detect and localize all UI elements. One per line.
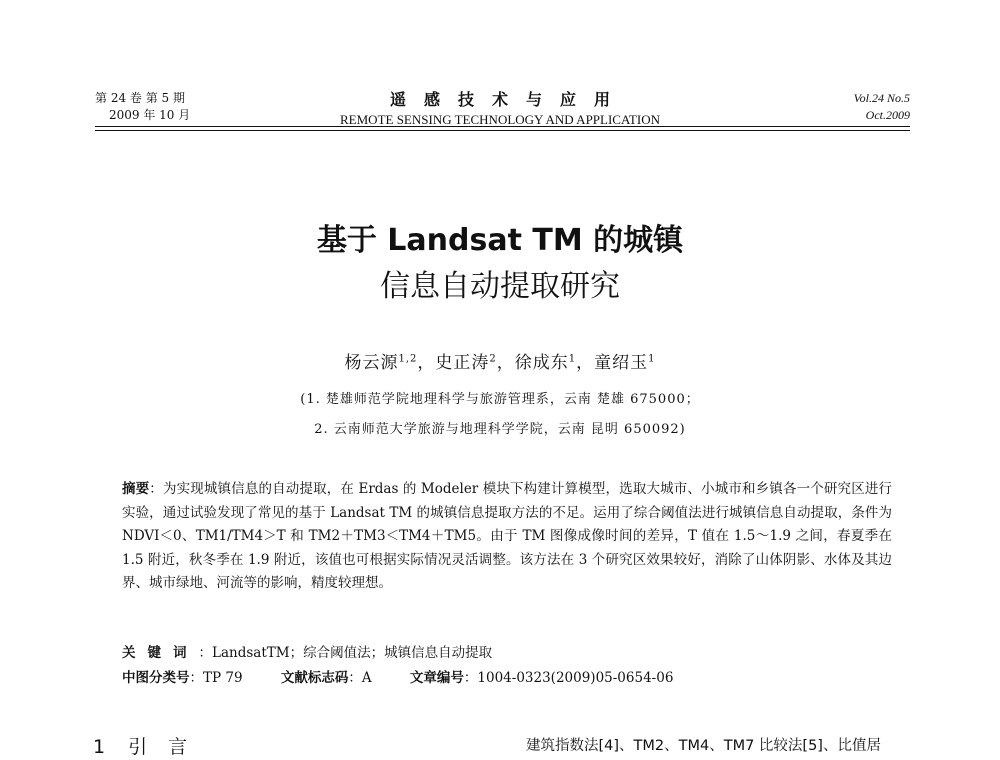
header-rule-thin: [95, 130, 910, 131]
header-right: [854, 90, 910, 124]
author-name: 杨云源: [344, 353, 399, 373]
classification-line: [122, 666, 707, 686]
volume-issue-en: Vol.24 No.5: [853, 91, 910, 105]
author-affiliation-mark: 2: [489, 353, 497, 365]
clc-label: 中图分类号: [122, 670, 190, 686]
doc-code: [281, 670, 372, 686]
doc-value: ：A: [348, 670, 372, 686]
journal-name-cn: 遥感技术与应用: [389, 90, 628, 109]
author-name: 童绍玉: [594, 353, 649, 373]
author-affiliation-mark: 1,2: [398, 353, 418, 365]
author-list: 杨云源$^{1,2}$，史正涛$^2$，徐成东$^1$，童绍玉$^1$: [344, 353, 656, 373]
paper-title: [0, 218, 1000, 310]
title-line-1: 基于 Landsat TM 的城镇: [316, 223, 684, 258]
right-column-text: 建筑指数法[4]、TM2、TM4、TM7 比较法[5]、比值居: [526, 738, 881, 754]
header-left: [95, 90, 190, 124]
keywords: [122, 641, 492, 661]
author-affiliation-mark: 1: [648, 353, 656, 365]
volume-issue-cn: 第 24 卷 第 5 期: [95, 91, 185, 105]
keywords-text: ：LandsatTM；综合阈值法；城镇信息自动提取: [198, 645, 493, 661]
section-number: 1: [93, 736, 107, 758]
affiliation-2: 2. 云南师范大学旅游与地理科学学院，云南 昆明 650092): [314, 422, 686, 437]
author-name: 史正涛: [435, 353, 490, 373]
abstract-label: 摘要: [122, 481, 150, 497]
clc-code: [122, 670, 243, 686]
affiliation-1: (1. 楚雄师范学院地理科学与旅游管理系，云南 楚雄 675000；: [300, 392, 700, 407]
doc-label: 文献标志码: [280, 670, 349, 686]
header-center: [290, 87, 710, 128]
section-heading: [93, 732, 210, 759]
section-title: 引 言: [128, 736, 189, 758]
abstract-text: ：为实现城镇信息的自动提取，在 Erdas 的 Modeler 模块下构建计算模型，选取大城市、小城市和乡镇各一个研究区进行实验，通过试验发现了常见的基于 Landsat TM 的城镇信息提取方法的不足。运用了综合阈值法进行城镇信息自动提取，条件为 NDVI＜0、TM1/TM4＞T 和 TM2＋TM3＜TM4＋TM5。由于 TM 图像成像时间的差异，T 值在 1.5～1.9 之间，春夏季在 1.5 附近，秋冬季在 1.9 附近，该值也可根据实际情况灵活调整。该方法在 3 个研究区效果较好，消除了山体阴影、水体及其边界、城市绿地、河流等的影响，精度较理想。: [122, 481, 892, 591]
abstract: [122, 478, 892, 596]
date-cn: 2009 年 10 月: [109, 108, 191, 122]
author-affiliation-mark: 1: [568, 353, 577, 365]
header-rule-thick: [95, 126, 910, 127]
clc-value: ：TP 79: [189, 670, 243, 686]
article-number: [410, 670, 674, 686]
article-label: 文章编号: [409, 670, 464, 686]
author-name: 徐成东: [514, 353, 569, 373]
article-value: ：1004-0323(2009)05-0654-06: [463, 670, 674, 686]
keywords-label: 关键词: [122, 645, 199, 661]
title-line-2: 信息自动提取研究: [380, 269, 620, 304]
journal-name-en: REMOTE SENSING TECHNOLOGY AND APPLICATION: [340, 112, 660, 127]
date-en: Oct.2009: [865, 108, 910, 122]
